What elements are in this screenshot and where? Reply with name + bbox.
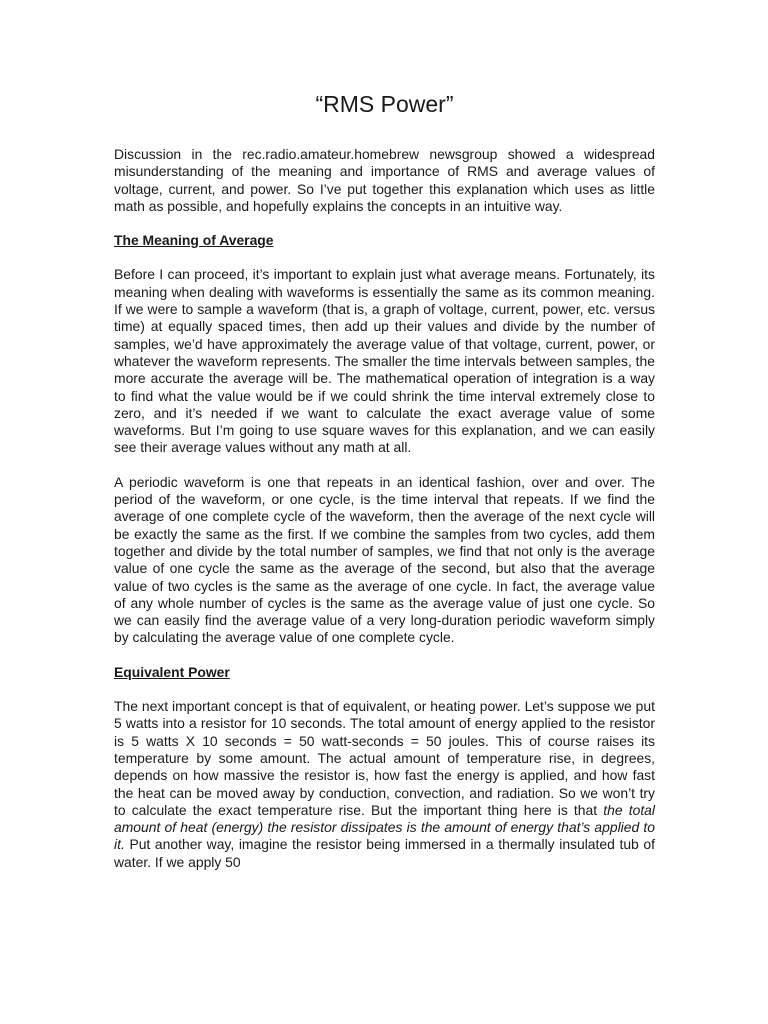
equivalent-power-text-end: Put another way, imagine the resistor being immersed in a thermally insulated tub of water. If we apply 50 [114, 836, 655, 870]
average-paragraph-2: A periodic waveform is one that repeats in an identical fashion, over and over. The period of the waveform, or one cycle, is the time interval that repeats. If we find the average of one complete cycle of the waveform, then the average of the next cycle will be exactly the same as the first. If we combine the samples from two cycles, add them together and divide by the total number of samples, we find that not only is the average value of one cycle the same as the average of the second, but also that the average value of two cycles is the same as the average of one cycle. In fact, the average value of any whole number of cycles is the same as the average value of just one cycle. So we can easily find the average value of a very long-duration periodic waveform simply by calculating the average value of one complete cycle. [114, 473, 655, 646]
equivalent-power-paragraph [114, 698, 655, 871]
document-page [114, 84, 655, 888]
equivalent-power-text-start: The next important concept is that of equivalent, or heating power. Let’s suppose we put 5 watts into a resistor for 10 seconds. The total amount of energy applied to the resistor is 5 watts X 10 seconds = 50 watt-seconds = 50 joules. This of course raises its temperature by some amount. The actual amount of temperature rise, in degrees, depends on how massive the resistor is, how fast the energy is applied, and how fast the heat can be moved away by conduction, convection, and radiation. So we won’t try to calculate the exact temperature rise. But the important thing here is that [114, 698, 655, 818]
equivalent-power-emphasis: the total amount of heat (energy) the resistor dissipates is the amount of energy that’s applied to it. [114, 801, 655, 853]
section-heading-meaning-of-average: The Meaning of Average [114, 232, 274, 249]
section-heading-equivalent-power: Equivalent Power [114, 663, 230, 680]
intro-paragraph: Discussion in the rec.radio.amateur.homebrew newsgroup showed a widespread misunderstanding of the meaning and importance of RMS and average values of voltage, current, and power. So I’ve put together this explanation which uses as little math as possible, and hopefully explains the concepts in an intuitive way. [114, 146, 655, 214]
page-title: “RMS Power” [315, 91, 454, 117]
average-paragraph-1: Before I can proceed, it’s important to explain just what average means. Fortunately, its meaning when dealing with waveforms is essentially the same as its common meaning. If we were to sample a waveform (that is, a graph of voltage, current, power, etc. versus time) at equally spaced times, then add up their values and divide by the number of samples, we’d have approximately the average value of that voltage, current, power, or whatever the waveform represents. The smaller the time intervals between samples, the more accurate the average will be. The mathematical operation of integration is a way to find what the value would be if we could shrink the time interval extremely close to zero, and it’s needed if we want to calculate the exact average value of some waveforms. But I’m going to use square waves for this explanation, and we can easily see their average values without any math at all. [114, 266, 655, 456]
